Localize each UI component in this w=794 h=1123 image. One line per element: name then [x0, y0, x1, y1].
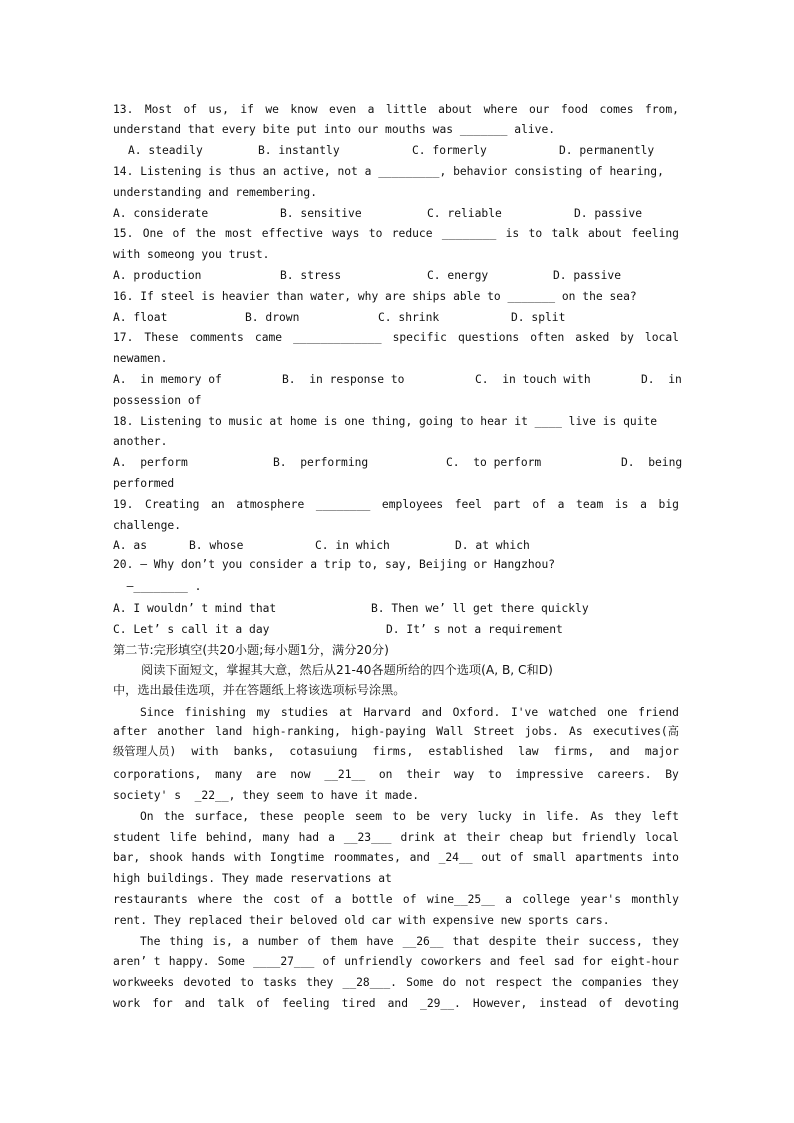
options-row [0, 453, 794, 473]
passage-line-word: life [169, 831, 197, 844]
question-19-text-word: of [532, 498, 547, 511]
question-13-text: understand that every bite put into our mouths was _______ alive. [113, 123, 556, 136]
passage-line-word: devoting [624, 997, 679, 1010]
question-15-text: with someong you trust. [113, 248, 270, 261]
passage-line-word: devoted [183, 976, 231, 989]
question-19-text [113, 495, 679, 515]
options-row [0, 599, 794, 619]
option-b[interactable]: B. stress [280, 269, 342, 282]
section-instruction: 阅读下面短文，掌握其大意，然后从21-40各题所给的四个选项(A, B, C和D) [141, 663, 553, 677]
passage-line-word: with [234, 851, 262, 864]
passage-line-word: a [328, 831, 335, 844]
question-15-text-word: is [505, 227, 520, 240]
passage-line-word: On [140, 810, 154, 823]
passage-line-word: and [609, 745, 630, 758]
passage-line-word: hands [191, 851, 226, 864]
passage-line-word: banks, [233, 745, 275, 758]
passage-line-word: cotasuiung [289, 745, 358, 758]
option-b[interactable]: B. Then we’ ll get there quickly [371, 602, 589, 615]
passage-line-word: established [428, 745, 504, 758]
passage-line [113, 722, 679, 742]
passage-line-word: unfriendly [344, 955, 413, 968]
options-row [0, 620, 794, 640]
passage-line-word: a [241, 935, 249, 948]
option-c[interactable]: C. to perform [446, 456, 542, 469]
question-19-text-word: an [211, 498, 225, 511]
passage-line-word: of [598, 997, 613, 1010]
passage-line-word: after [113, 725, 148, 738]
passage-line-word: at [443, 831, 458, 844]
passage-line-word: corporations, [113, 768, 202, 781]
question-18-text: 18. Listening to music at home is one thing, going to hear it ____ live is quite [113, 415, 658, 428]
options-row [0, 370, 794, 390]
passage-line-word: these [259, 810, 294, 823]
passage-line [113, 848, 679, 868]
passage-line-word: studies [280, 706, 329, 719]
question-19-text-word: big [658, 498, 679, 511]
passage-line-word: now [290, 768, 311, 781]
option-d[interactable]: D. permanently [559, 144, 655, 157]
passage-line-word: be [416, 810, 430, 823]
passage-line-word: cost [273, 893, 301, 906]
passage-line-word: of [402, 893, 417, 906]
question-15-text-word: feeling [631, 227, 679, 240]
question-15-text-word: talk [551, 227, 579, 240]
passage-line-word: of [307, 935, 322, 948]
passage-line-word: a [505, 893, 512, 906]
question-13-text-word: 13. [113, 103, 134, 116]
option-b[interactable]: B. sensitive [280, 207, 362, 220]
passage-line: high buildings. They made reservations at [113, 872, 392, 885]
passage-line-word: a [334, 893, 342, 906]
passage-line [113, 994, 679, 1014]
passage-line-word: Wall [436, 725, 464, 738]
question-15-text-word: effective [261, 227, 323, 240]
question-13-text-word: comes [599, 103, 634, 116]
passage-line-word: bar, [113, 851, 141, 864]
passage-line-word: 级管理人员) [113, 745, 177, 758]
option-c[interactable]: C. energy [427, 269, 489, 282]
option-c[interactable]: C. formerly [412, 144, 487, 157]
passage-line [113, 828, 679, 848]
question-15-text [113, 224, 679, 244]
question-17-text-word: came [254, 331, 283, 344]
question-15-text-word: reduce [391, 227, 433, 240]
passage-line-word: apartments [575, 851, 644, 864]
section-heading: 第二节:完形填空(共20小题;每小题1分，满分20分) [113, 643, 389, 657]
question-20-text: 20. — Why don’t you consider a trip to, say, Beijing or Hangzhou? [113, 558, 556, 571]
passage-line-word: wine__25__ [426, 893, 495, 906]
passage-line-word: student [113, 831, 161, 844]
passage-line-word: aren’ t [113, 955, 161, 968]
option-a[interactable]: A. float [113, 311, 168, 324]
option-a[interactable]: A. I wouldn’ t mind that [113, 602, 277, 615]
passage-line-word: people [303, 810, 345, 823]
passage-line-word: success, [588, 935, 643, 948]
question-19-text-word: atmosphere [236, 498, 305, 511]
passage-line-word: feeling [281, 997, 330, 1010]
passage-line-word: tired [341, 997, 376, 1010]
passage-line-word: __23___ [343, 831, 392, 844]
passage-line-word: Since [140, 706, 175, 719]
passage-line-word: As [590, 810, 604, 823]
passage-line-word: executives(高 [592, 725, 679, 738]
passage-line-word: left [651, 810, 679, 823]
passage-line-word: to [488, 768, 502, 781]
passage-line-word: of [510, 851, 524, 864]
passage-line-word: major [644, 745, 679, 758]
passage-line-word: high-paying [351, 725, 427, 738]
passage-line-word: happy. [168, 955, 210, 968]
question-19-text-word: 19. [113, 498, 134, 511]
passage-line-word: for [582, 955, 603, 968]
passage-line-word: the [242, 893, 263, 906]
passage-line-word: impressive [515, 768, 584, 781]
passage-line-word: Iongtime [269, 851, 325, 864]
passage-line-word: with [191, 745, 219, 758]
option-c[interactable]: C. in touch with [475, 373, 591, 386]
question-19-text-word: Creating [145, 498, 200, 511]
question-13-text-word: of [183, 103, 198, 116]
question-17-text [113, 328, 679, 348]
passage-line-word: many [262, 831, 290, 844]
passage-line-word: talk [217, 997, 245, 1010]
passage-line-word: _29__. [420, 997, 461, 1010]
option-a[interactable]: A. as [113, 539, 148, 552]
passage-line-word: my [256, 706, 271, 719]
question-13-text-word: food [560, 103, 589, 116]
passage-line-word: are [256, 768, 277, 781]
passage-line: rent. They replaced their beloved old car with expensive new sports cars. [113, 914, 610, 927]
option-b[interactable]: B. whose [189, 539, 244, 552]
passage-line-word: but [552, 831, 573, 844]
passage-line-word: the [163, 810, 185, 823]
options-row [0, 204, 794, 224]
passage-line-word: in [522, 810, 536, 823]
passage-line-word: cheap [509, 831, 544, 844]
option-a[interactable]: A. production [113, 269, 202, 282]
question-13-text-word: know [290, 103, 318, 116]
question-17-text-word: specific [392, 331, 447, 344]
passage-line-word: careers. [597, 768, 652, 781]
passage-line-word: tasks [262, 976, 297, 989]
passage-line-word: Oxford. [452, 706, 501, 719]
passage-line-word: high-ranking, [252, 725, 341, 738]
option-d[interactable]: D. at which [455, 539, 530, 552]
question-17-text-word: questions [458, 331, 520, 344]
passage-line [113, 765, 679, 785]
passage-line-word: firms, [553, 745, 595, 758]
passage-line-word: them [330, 935, 358, 948]
passage-line-word: of [310, 893, 325, 906]
passage-line-word: surface, [194, 810, 250, 823]
passage-line-word: is, [212, 935, 233, 948]
passage-line-word: year's [580, 893, 621, 906]
option-c[interactable]: C. Let’ s call it a day [113, 623, 270, 636]
question-17-text-word: by [620, 331, 634, 344]
passage-line-word: The [140, 935, 161, 948]
passage-line-word: As [569, 725, 583, 738]
passage-line-word: local [644, 831, 679, 844]
passage-line-word: for [152, 997, 173, 1010]
question-19-text-word: a [557, 498, 565, 511]
options-row [0, 536, 794, 556]
question-19-text-word: part [493, 498, 521, 511]
passage-line-word: Some [406, 976, 434, 989]
passage-line-word: of [256, 997, 270, 1010]
question-15-text-word: to [368, 227, 383, 240]
passage-line-word: roommates, [332, 851, 401, 864]
passage-line-word: firms, [372, 745, 414, 758]
question-17-text-word: 17. [113, 331, 134, 344]
passage-line-word: eight-hour [610, 955, 679, 968]
question-15-text-word: most [225, 227, 253, 240]
option-a[interactable]: A. in memory of [113, 373, 222, 386]
passage-line-word: finishing [184, 706, 246, 719]
question-15-text-word: One [142, 227, 164, 240]
question-15-text-word: 15. [113, 227, 134, 240]
question-13-text-word: where [483, 103, 518, 116]
options-row [0, 141, 794, 161]
passage-line-word: feel [518, 955, 546, 968]
question-19-text-word: feel [454, 498, 482, 511]
question-15-text-word: ways [332, 227, 360, 240]
passage-line-word: coworkers [420, 955, 482, 968]
passage-line-word: land [215, 725, 243, 738]
passage-line-word: sad [553, 955, 575, 968]
question-13-text-word: from, [644, 103, 679, 116]
passage-line-word: had [298, 831, 320, 844]
passage-line-word: watched [548, 706, 597, 719]
option-d-continued: possession of [113, 394, 202, 407]
passage-line-word: drink [400, 831, 435, 844]
question-15-text-word: about [588, 227, 623, 240]
passage-line-word: friend [638, 706, 679, 719]
options-row [0, 308, 794, 328]
passage-line-word: I've [510, 706, 539, 719]
passage-line-word: shook [148, 851, 183, 864]
passage-line-word: of [322, 955, 337, 968]
question-13-text-word: even [329, 103, 357, 116]
question-19-text-word: a [640, 498, 647, 511]
passage-line-word: and [489, 955, 511, 968]
question-17-text-word: often [530, 331, 565, 344]
options-row [0, 266, 794, 286]
passage-line-word: many [215, 768, 243, 781]
question-13-text-word: our [529, 103, 550, 116]
question-14-text: understanding and remembering. [113, 186, 318, 199]
passage-line-word: their [406, 768, 441, 781]
question-15-text-word: to [528, 227, 543, 240]
question-13-text-word: about [438, 103, 473, 116]
option-a[interactable]: A. considerate [113, 207, 209, 220]
option-c[interactable]: C. shrink [378, 311, 440, 324]
passage-line-word: bottle [351, 893, 393, 906]
question-14-text: 14. Listening is thus an active, not a _________, behavior consisting of hearing, [113, 165, 664, 178]
passage-line-word: respect [494, 976, 543, 989]
option-d[interactable]: D. being [621, 456, 683, 469]
passage-line-word: out [481, 851, 502, 864]
question-13-text-word: Most [144, 103, 173, 116]
question-19-text-word: ________ [315, 498, 371, 511]
passage-line-word: to [240, 976, 254, 989]
passage-line-word: Harvard [363, 706, 411, 719]
passage-line-word: small [532, 851, 567, 864]
passage-line-word: companies [581, 976, 643, 989]
passage-line [113, 932, 679, 952]
passage-line-word: very [440, 810, 468, 823]
passage-line-word: have [366, 935, 394, 948]
passage-line-word: and [184, 997, 206, 1010]
question-13-text-word: a [367, 103, 375, 116]
passage-line-word: _24__ [438, 851, 473, 864]
passage-line-word: Street [473, 725, 515, 738]
passage-line-word: behind, [205, 831, 254, 844]
question-15-text-word: the [195, 227, 216, 240]
passage-line-word: and [387, 997, 408, 1010]
question-17-text-word: asked [575, 331, 610, 344]
passage-line-word: and [409, 851, 430, 864]
passage-line-word: one [607, 706, 628, 719]
option-b[interactable]: B. performing [273, 456, 369, 469]
passage-line-word: they [614, 810, 642, 823]
question-16-text: 16. If steel is heavier than water, why are ships able to _______ on the sea? [113, 290, 637, 303]
option-b[interactable]: B. instantly [258, 144, 340, 157]
passage-line-word: friendly [581, 831, 636, 844]
passage-line [113, 952, 679, 972]
question-17-text-word: _____________ [293, 331, 382, 344]
question-19-text-word: team [576, 498, 604, 511]
passage-line-word: they [651, 935, 679, 948]
passage-line-word: lucky [477, 810, 512, 823]
passage-line-word: they [306, 976, 334, 989]
option-d[interactable]: D. in [641, 373, 682, 386]
question-19-text: challenge. [113, 519, 182, 532]
passage-line-word: their [545, 935, 580, 948]
passage-line-word: work [113, 997, 141, 1010]
question-13-text [113, 100, 679, 120]
section-instruction: 中，选出最佳选项，并在答题纸上将该选项标号涂黑。 [113, 683, 406, 697]
passage-line [113, 973, 679, 993]
option-b[interactable]: B. in response to [282, 373, 405, 386]
passage-line-word: restaurants [113, 893, 188, 906]
passage-line-word: and [421, 706, 443, 719]
option-c[interactable]: C. reliable [427, 207, 502, 220]
passage-line-word: at [339, 706, 353, 719]
passage-line-word: ____27___ [253, 955, 315, 968]
passage-line-word: workweeks [113, 976, 175, 989]
option-d[interactable]: D. It’ s not a requirement [386, 623, 563, 636]
question-19-text-word: is [614, 498, 629, 511]
passage-line [113, 890, 679, 910]
question-17-text-word: comments [189, 331, 244, 344]
question-17-text: newamen. [113, 352, 168, 365]
passage-line-word: not [465, 976, 486, 989]
passage-line-word: on [378, 768, 393, 781]
question-13-text-word: we [265, 103, 279, 116]
option-d[interactable]: D. passive [574, 207, 643, 220]
option-d-continued: performed [113, 477, 175, 490]
question-17-text-word: local [644, 331, 679, 344]
passage-line-word: law [518, 745, 539, 758]
passage-line [113, 807, 679, 827]
passage-line-word: However, [472, 997, 528, 1010]
passage-line: society' s _22__, they seem to have it made. [113, 789, 420, 802]
passage-line-word: another [157, 725, 205, 738]
passage-line-word: __26__ [402, 935, 444, 948]
option-b[interactable]: B. drown [245, 311, 300, 324]
question-19-text-word: employees [381, 498, 444, 511]
question-15-text-word: of [172, 227, 187, 240]
passage-line-word: that [452, 935, 480, 948]
passage-line-word: college [522, 893, 570, 906]
passage-line-word: By [665, 768, 679, 781]
passage-line-word: where [198, 893, 233, 906]
passage-line-word: into [651, 851, 679, 864]
passage-line-word: life. [545, 810, 580, 823]
passage-line-word: jobs. [524, 725, 559, 738]
question-13-text-word: little [385, 103, 427, 116]
option-d[interactable]: D. passive [553, 269, 622, 282]
option-a[interactable]: A. perform [113, 456, 188, 469]
passage-line-word: the [551, 976, 573, 989]
passage-line-word: do [442, 976, 457, 989]
option-d[interactable]: D. split [511, 311, 566, 324]
passage-line-word: thing [169, 935, 204, 948]
passage-line-word: __21__ [324, 768, 366, 781]
passage-line-word: seem [354, 810, 383, 823]
passage-line-word: instead [539, 997, 587, 1010]
option-c[interactable]: C. in which [315, 539, 390, 552]
passage-line [113, 703, 679, 723]
passage-line [113, 742, 679, 762]
question-17-text-word: These [144, 331, 179, 344]
question-18-text: another. [113, 435, 168, 448]
passage-line-word: Some [217, 955, 245, 968]
passage-line-word: despite [488, 935, 537, 948]
passage-line-word: their [466, 831, 501, 844]
passage-line-word: __28___. [342, 976, 397, 989]
question-13-text-word: if [240, 103, 254, 116]
passage-line-word: way [453, 768, 475, 781]
passage-line-word: to [392, 810, 406, 823]
question-20-text: —________ . [113, 580, 202, 593]
option-a[interactable]: A. steadily [128, 144, 203, 157]
question-13-text-word: us, [208, 103, 229, 116]
question-15-text-word: ________ [441, 227, 497, 240]
passage-line-word: monthly [631, 893, 679, 906]
passage-line-word: they [651, 976, 679, 989]
passage-line-word: number [257, 935, 299, 948]
